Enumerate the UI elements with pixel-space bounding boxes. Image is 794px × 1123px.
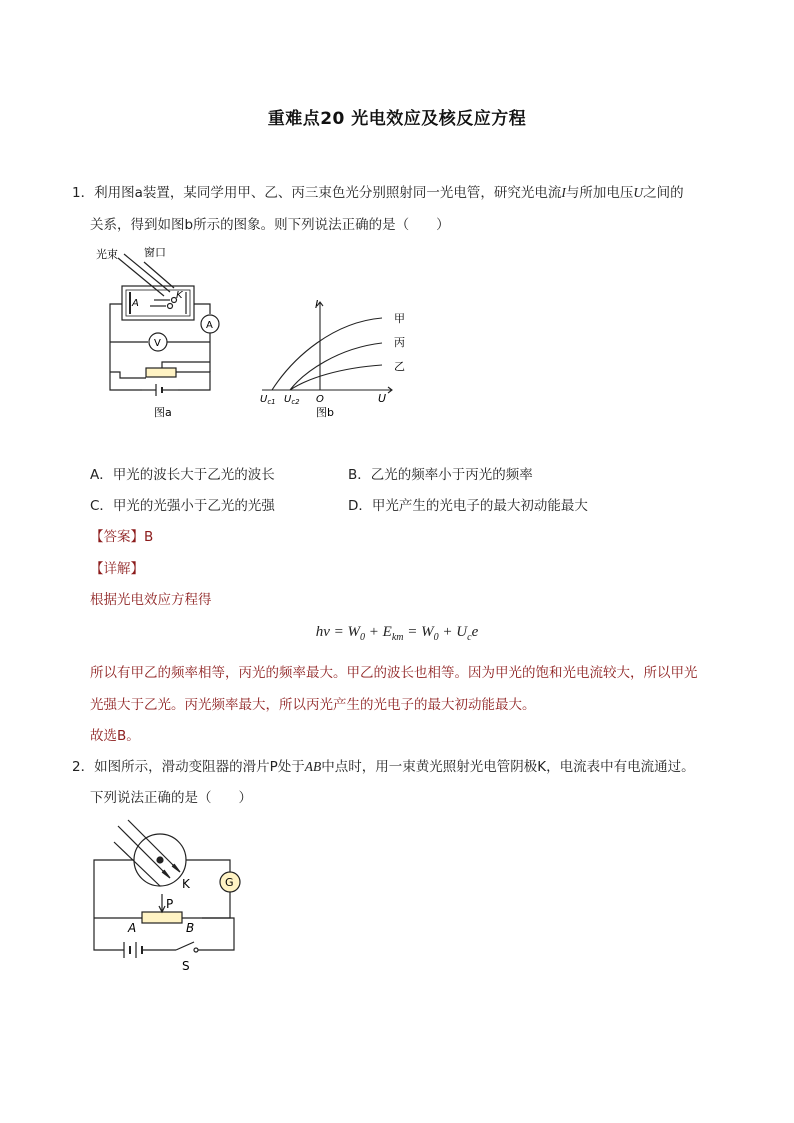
rheostat	[146, 368, 176, 377]
q2-line2: 下列说法正确的是（ ）	[90, 790, 252, 806]
q2-text-b: 中点时，用一束黄光照射光电管阴极K，电流表中有电流通过。	[321, 759, 695, 775]
rheostat-ab	[142, 912, 182, 923]
q2-text-a: 如图所示，滑动变阻器的滑片P处于	[94, 759, 305, 775]
label-k: K	[182, 877, 190, 891]
option-c: C．甲光的光强小于乙光的光强	[90, 498, 275, 514]
label-b: B	[186, 921, 195, 935]
explanation-line-1: 根据光电效应方程得	[90, 592, 212, 608]
q2-var-ab: AB	[304, 759, 322, 774]
label-a: A	[128, 921, 137, 935]
wire-right-top	[194, 304, 210, 314]
q2-line1	[72, 758, 695, 776]
q1-text-a: 利用图a装置，某同学用甲、乙、丙三束色光分别照射同一光电管，研究光电流	[94, 185, 562, 201]
detail-label: 【详解】	[90, 561, 144, 577]
label-jia: 甲	[394, 312, 405, 325]
label-yi: 乙	[394, 360, 405, 373]
figure-q2-circuit	[88, 816, 258, 976]
q1-number: 1．	[72, 185, 95, 201]
ammeter-label: A	[206, 320, 213, 331]
photoelectric-formula: $h\nu = W_0 + E_{km} = W_0 + U_ce$	[315, 624, 479, 643]
rheostat-slider	[162, 362, 210, 368]
q1-text-c: 之间的	[643, 185, 684, 201]
figure-a-circuit	[90, 240, 230, 420]
curve-jia	[272, 318, 382, 390]
q1-line1	[72, 184, 684, 202]
page-title: 重难点20 光电效应及核反应方程	[267, 109, 527, 129]
q1-text-b: 与所加电压	[565, 185, 634, 201]
axis-label-u: U	[378, 392, 387, 405]
wire-rheostat-right	[176, 372, 210, 390]
explanation-line-4: 故选B。	[90, 728, 140, 744]
explanation-line-2: 所以有甲乙的频率相等，丙光的频率最大。甲乙的波长也相等。因为甲光的饱和光电流较大，所以甲光	[90, 665, 698, 681]
q1-var-u: U	[633, 185, 644, 200]
q1-var-i: I	[561, 185, 566, 200]
ray-arrow-1	[162, 870, 170, 878]
label-p: P	[166, 897, 174, 911]
figure-b-graph	[254, 296, 414, 420]
wire-right-bottom	[198, 918, 234, 950]
origin-label: O	[316, 394, 324, 405]
galvanometer-label: G	[225, 876, 234, 889]
option-a: A．甲光的波长大于乙光的波长	[90, 467, 275, 483]
option-b: B．乙光的频率小于丙光的频率	[348, 467, 533, 483]
switch-s	[176, 942, 194, 950]
figure-b-caption: 图b	[316, 406, 334, 419]
q2-number: 2．	[72, 759, 95, 775]
wire-rheostat-left	[110, 372, 146, 378]
q1-line2: 关系，得到如图b所示的图象。则下列说法正确的是（ ）	[90, 217, 450, 233]
label-s: S	[182, 959, 190, 973]
ray-arrow-2	[172, 864, 180, 872]
option-d: D．甲光产生的光电子的最大初动能最大	[348, 498, 588, 514]
label-window: 窗口	[144, 246, 166, 259]
anode-dot	[157, 857, 163, 863]
voltmeter-label: V	[154, 338, 161, 349]
wire-right-mid	[202, 892, 230, 918]
switch-contact	[194, 948, 198, 952]
label-anode: A	[132, 298, 139, 309]
label-bing: 丙	[394, 336, 405, 349]
curve-yi	[290, 365, 382, 390]
wire-right-top	[186, 860, 230, 872]
answer-label: 【答案】B	[90, 529, 154, 545]
label-cathode: K	[176, 290, 183, 301]
uc2-label: $U_{c2}$	[284, 394, 300, 406]
explanation-line-3: 光强大于乙光。丙光频率最大，所以丙光产生的光电子的最大初动能最大。	[90, 697, 536, 713]
electron-2	[168, 304, 173, 309]
label-beam: 光束	[96, 248, 118, 261]
figure-a-caption: 图a	[154, 406, 172, 419]
wire-left	[110, 304, 142, 390]
uc1-label: $U_{c1}$	[260, 394, 276, 406]
axis-label-i: I	[315, 298, 319, 311]
wire-left	[94, 860, 137, 950]
